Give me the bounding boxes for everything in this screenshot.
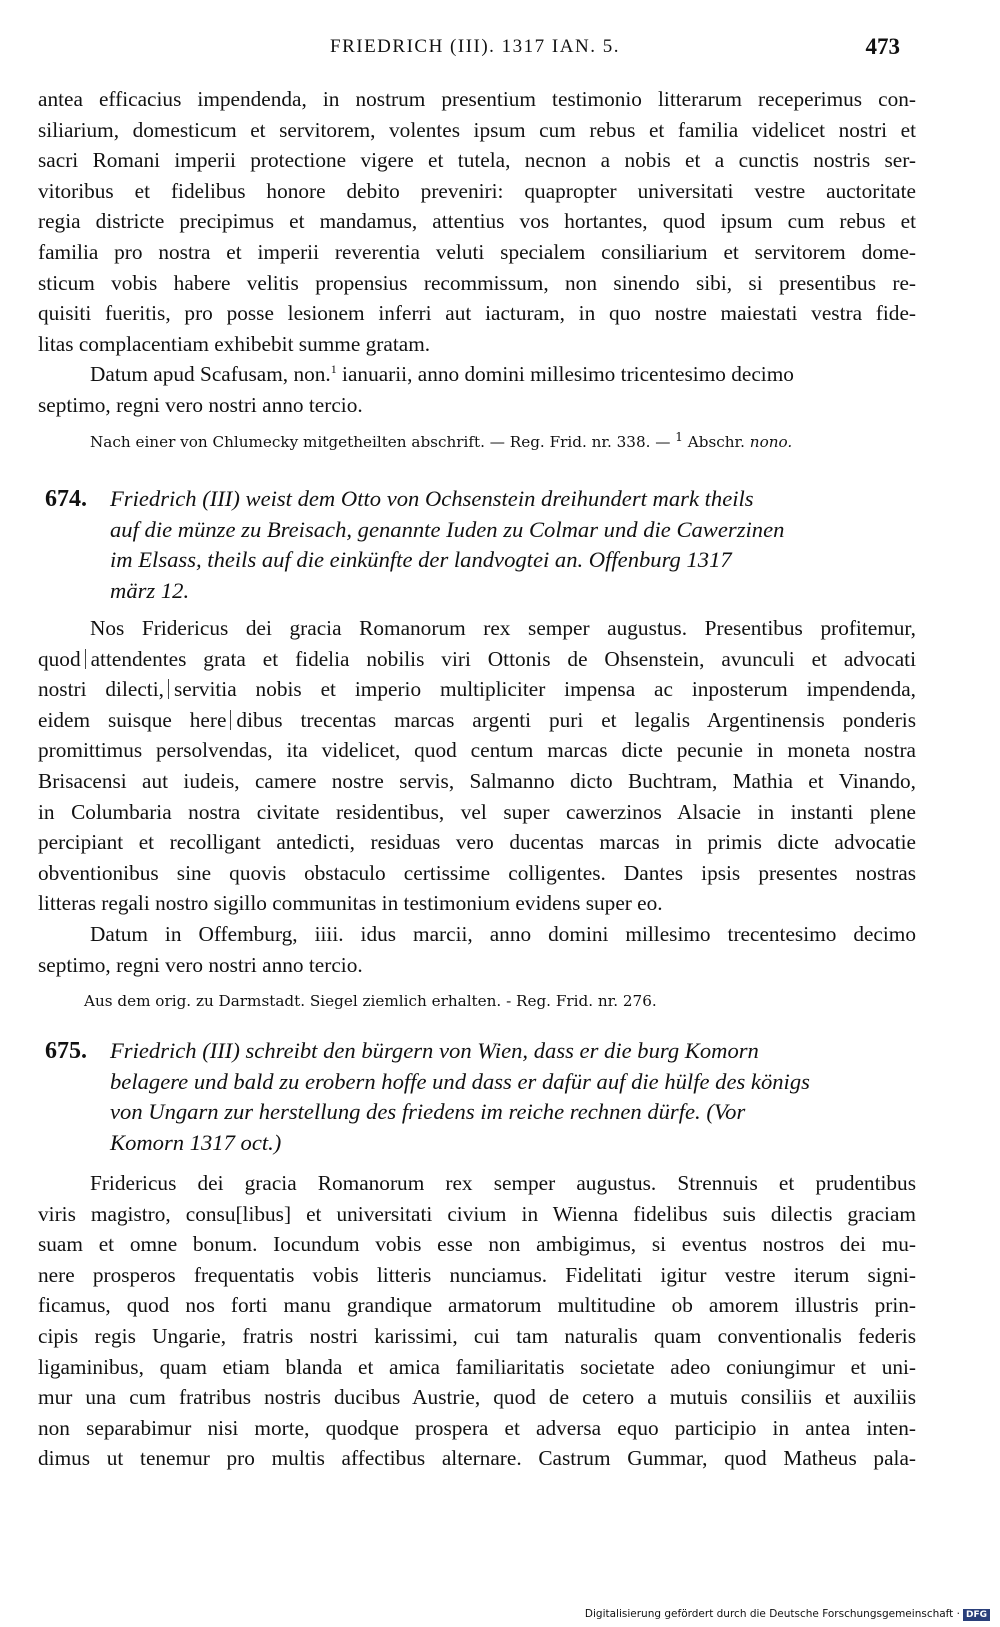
text-line: sticum vobis habere velitis propensius recommissum, non sinendo sibi, si presentibus re-: [38, 270, 916, 295]
text-line: quisiti fueritis, pro posse lesionem inferri aut iacturam, in quo nostre maiestati vestra fide-: [38, 301, 916, 326]
doc-673-date-line-2: septimo, regni vero nostri anno tercio.: [38, 392, 363, 417]
doc-675-heading-line: Friedrich (III) schreibt den bürgern von Wien, dass er die burg Komorn: [110, 1038, 759, 1063]
digitization-credit: Digitalisierung gefördert durch die Deutsche Forschungsgemeinschaft · DFG: [585, 1608, 990, 1621]
text-line: sacri Romani imperii protectione vigere et tutela, necnon a nobis et a cunctis nostris ser-: [38, 148, 916, 173]
doc-674-paragraph: [38, 735, 916, 919]
text-line: ficamus, quod nos forti manu grandique armatorum multitudine ob amorem illustris prin-: [38, 1293, 916, 1318]
text-line: litas complacentiam exhibebit summe gratam.: [38, 331, 431, 356]
doc-674-heading: [45, 484, 915, 606]
text-line: dimus ut tenemur pro multis affectibus alternare. Castrum Gummar, quod Matheus pala-: [38, 1446, 916, 1471]
line-break-mark: [230, 710, 232, 730]
dfg-logo: DFG: [963, 1609, 990, 1621]
doc-674-date-line: Datum in Offemburg, iiii. idus marcii, anno domini millesimo trecentesimo decimo: [90, 921, 916, 946]
doc-674-line: Nos Fridericus dei gracia Romanorum rex semper augustus. Presentibus profitemur,: [90, 616, 916, 640]
line-break-mark: [85, 649, 87, 669]
doc-674-source-note: Aus dem orig. zu Darmstadt. Siegel ziemlich erhalten. - Reg. Frid. nr. 276.: [84, 992, 657, 1011]
text-line: in Columbaria nostra civitate residentibus, vel super cawerzinos Alsacie in instanti plene: [38, 799, 916, 824]
text-line: Fridericus dei gracia Romanorum rex semper augustus. Strennuis et prudentibus: [90, 1171, 916, 1195]
doc-673-date-line: Datum apud Scafusam, non.$^1$ ianuarii, anno domini millesimo tricentesimo decimo: [90, 362, 794, 387]
doc-674-line: eidem suisque here dibus trecentas marcas argenti puri et legalis Argentinensis ponderis: [38, 707, 916, 732]
doc-675-heading-line: Komorn 1317 oct.): [110, 1129, 282, 1155]
line-break-mark: [168, 679, 170, 699]
text-line: litteras regali nostro sigillo communitas in testimonium evidens super eo.: [38, 891, 663, 916]
text-line: cipis regis Ungarie, fratris nostri karissimi, cui tam naturalis quam conventionalis federis: [38, 1323, 916, 1348]
running-head: [0, 36, 1000, 66]
text-line: promittimus persolvendas, ita videlicet, quod centum marcas dicte pecunie in moneta nostra: [38, 738, 916, 763]
doc-674-heading-line: märz 12.: [110, 577, 190, 603]
text-line: non separabimur nisi morte, quodque prospera et adversa equo participio in antea inten-: [38, 1415, 916, 1440]
doc-674-heading-line: auf die münze zu Breisach, genannte Iuden zu Colmar und die Cawerzinen: [110, 516, 785, 542]
doc-674-date-line-2: septimo, regni vero nostri anno tercio.: [38, 952, 363, 977]
doc-674-body: [38, 613, 916, 1012]
text-line: ligaminibus, quam etiam blanda et amica familiaritatis societate adeo coniungimur et uni-: [38, 1354, 916, 1379]
text-line: nere prosperos frequentatis vobis litteris nunciamus. Fidelitati igitur vestre iterum signi-: [38, 1262, 916, 1287]
doc-675-paragraph: [38, 1168, 916, 1474]
doc-675-number: 675.: [45, 1038, 87, 1064]
doc-674-number: 674.: [45, 486, 87, 512]
running-title: FRIEDRICH (III). 1317 IAN. 5.: [330, 36, 620, 57]
doc-673-paragraph: [38, 84, 916, 359]
doc-675-heading-line: belagere und bald zu erobern hoffe und dass er dafür auf die hülfe des königs: [110, 1068, 810, 1094]
text-line: obventionibus sine quovis obstaculo certissime colligentes. Dantes ipsis presentes nostras: [38, 860, 916, 885]
text-line: antea efficacius impendenda, in nostrum presentium testimonio litterarum receperimus con-: [38, 87, 916, 111]
text-line: familia pro nostra et imperii reverentia veluti specialem consiliarium et servitorem dome-: [38, 239, 916, 264]
text-line: vitoribus et fidelibus honore debito preveniri: quapropter universitati vestre auctoritate: [38, 178, 916, 203]
text-line: viris magistro, consu[libus] et universitati civium in Wienna fidelibus suis dilectis graciam: [38, 1201, 916, 1226]
doc-674-line: quod attendentes grata et fidelia nobilis viri Ottonis de Ohsenstein, avunculi et advocati: [38, 646, 916, 671]
text-line: Brisacensi aut iudeis, camere nostre servis, Salmanno dicto Buchtram, Mathia et Vinando,: [38, 768, 916, 793]
text-line: siliarium, domesticum et servitorem, volentes ipsum cum rebus et familia videlicet nostri et: [38, 117, 916, 142]
doc-675-heading-line: von Ungarn zur herstellung des friedens im reiche rechnen dürfe. (Vor: [110, 1099, 746, 1124]
doc-673-source-note: Nach einer von Chlumecky mitgetheilten abschrift. — Reg. Frid. nr. 338. — $^1$ Abschr. nono.: [90, 429, 793, 451]
text-line: regia districte precipimus et mandamus, attentius vos hortantes, quod ipsum cum rebus et: [38, 209, 916, 234]
doc-674-line: nostri dilecti, servitia nobis et imperio multipliciter impensa ac inposterum impendenda,: [38, 677, 916, 702]
doc-675-body: [38, 1168, 916, 1474]
text-line: mur una cum fratribus nostris ducibus Austrie, quod de cetero a mutuis consiliis et auxiliis: [38, 1385, 916, 1410]
doc-675-heading: [45, 1036, 915, 1158]
doc-674-heading-line: im Elsass, theils auf die einkünfte der landvogtei an. Offenburg 1317: [110, 547, 732, 572]
text-line: percipiant et recolligant antedicti, residuas vero ducentas marcas in primis dicte advocatie: [38, 830, 916, 855]
doc-673-continuation: [38, 84, 916, 453]
doc-674-heading-line: Friedrich (III) weist dem Otto von Ochsenstein dreihundert mark theils: [110, 486, 754, 511]
text-line: suam et omne bonum. Iocundum vobis esse non ambigimus, si eventus nostros dei mu-: [38, 1232, 916, 1257]
page-number: 473: [865, 34, 900, 59]
